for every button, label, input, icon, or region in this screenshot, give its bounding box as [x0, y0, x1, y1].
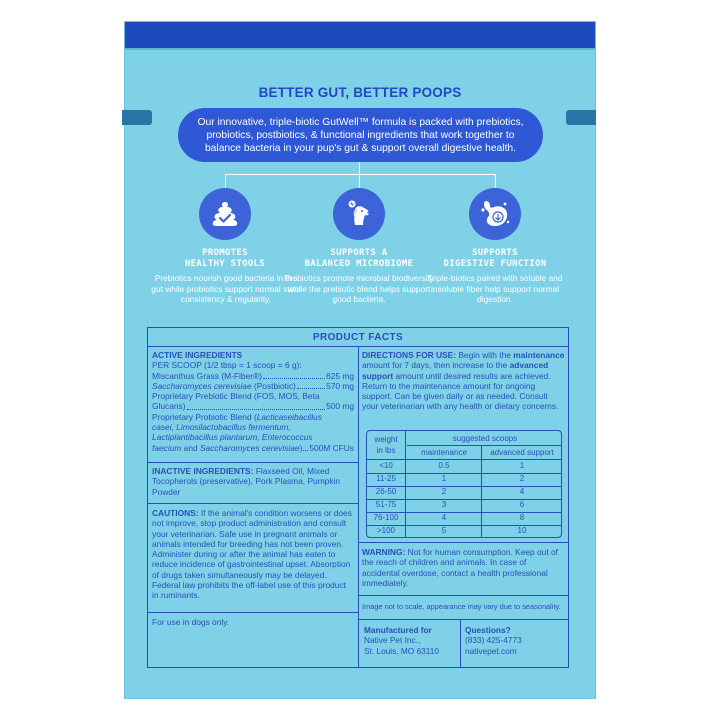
- table-cell: 1: [441, 474, 447, 483]
- table-cell: <10: [379, 461, 393, 470]
- maintenance-header: maintenance: [421, 448, 467, 457]
- intro-text: Our innovative, triple-biotic GutWell™ formula is packed with prebiotics, probiotics, postbiotics, & functional ingredients that work together to balance bacteria in your pup's gut & support overall digestive health.: [197, 116, 524, 154]
- intro-banner: [178, 108, 543, 162]
- benefit-desc-microbiome: Probiotics promote microbial biodiversity while the prebiotic blend helps support good bacteria.: [284, 273, 434, 304]
- table-cell: >100: [376, 526, 396, 535]
- dogs-only-note: For use in dogs only.: [152, 617, 230, 627]
- inactive-ingredients-block: [152, 466, 354, 497]
- bag-clip-right: [566, 110, 596, 125]
- bag-clip-left: [122, 110, 152, 125]
- table-cell: 0.5: [438, 461, 450, 470]
- per-scoop-line: PER SCOOP (1/2 tbsp = 1 scoop = 6 g):: [152, 360, 302, 371]
- table-cell: 11-25: [376, 474, 396, 483]
- bag-seam: [125, 48, 595, 50]
- ingredient-row: casei, Limosilactobacillus fermentum,: [152, 422, 291, 433]
- benefit-title-digestive: SUPPORTS DIGESTIVE FUNCTION: [443, 248, 547, 269]
- manufacturer-block: Manufactured for Native Pet Inc., St. Louis, MO 63110: [364, 625, 440, 656]
- table-cell: 5: [441, 526, 447, 535]
- active-ingredients-heading: ACTIVE INGREDIENTS: [152, 350, 243, 360]
- warning-block: [362, 547, 566, 588]
- connector-bar: [225, 174, 496, 175]
- questions-block: Questions? (833) 425-4773 nativepet.com: [465, 625, 522, 656]
- right-rule-3: [359, 619, 569, 620]
- table-rule: [367, 459, 562, 460]
- warning-heading: WARNING:: [362, 547, 406, 557]
- ingredient-row: Proprietary Prebiotic Blend (FOS, MOS, Beta: [152, 391, 320, 402]
- table-cell: 26-50: [375, 487, 397, 496]
- left-rule-1: [148, 462, 358, 463]
- directions-block: DIRECTIONS FOR USE: Begin with the maintenance amount for 7 days, then increase to the advanced support amount until desired results are achieved. Return to the maintenance amount for ongoing support. Can be given daily or as needed. Consult your veterinarian with any health or dietary concerns.: [362, 350, 565, 412]
- table-cell: 2: [519, 474, 525, 483]
- table-vrule: [481, 445, 482, 538]
- suggested-scoops-header: suggested scoops: [452, 434, 518, 443]
- benefit-circle-stools: [199, 188, 251, 240]
- benefit-circle-digestive: [469, 188, 521, 240]
- active-ingredients-block: [152, 350, 354, 453]
- connector-right: [495, 174, 496, 188]
- scoop-table: [366, 430, 562, 538]
- table-cell: 10: [517, 526, 527, 535]
- connector-stem: [359, 162, 360, 174]
- benefit-title-stools: PROMOTES HEALTHY STOOLS: [184, 248, 266, 269]
- inactive-ingredients-text: Flaxseed Oil, Mixed Tocopherols (preservative), Pork Plasma, Pumpkin Powder: [152, 466, 341, 497]
- headline: BETTER GUT, BETTER POOPS: [258, 85, 462, 100]
- disclaimer: Image not to scale, appearance may vary due to seasonality.: [362, 602, 561, 611]
- bag-top-band: [125, 22, 595, 48]
- poop-icon: [208, 199, 242, 229]
- cautions-block: [152, 508, 354, 601]
- ingredient-row: Lactiplantibacillus plantarum, Enterococcus: [152, 432, 313, 443]
- left-rule-2: [148, 503, 358, 504]
- right-rule-1: [359, 542, 569, 543]
- ingredient-row: Saccharomyces cerevisiae (Postbiotic) 570 mg: [152, 380, 354, 391]
- table-vrule: [405, 431, 406, 538]
- warning-text: Not for human consumption. Keep out of the reach of children and animals. In case of accidental overdose, contact a health professional immediately.: [362, 547, 558, 588]
- table-cell: 2: [441, 487, 447, 496]
- table-cell: 4: [519, 487, 525, 496]
- mfg-divider: [460, 619, 461, 668]
- connector-left: [225, 174, 226, 188]
- ingredient-row: faecium and Saccharomyces cerevisiae) 500M CFUs: [152, 442, 354, 453]
- benefit-circle-microbiome: [333, 188, 385, 240]
- ingredient-row: Miscanthus Grass (M-Fiber®) 625 mg: [152, 370, 354, 381]
- inactive-ingredients-heading: INACTIVE INGREDIENTS:: [152, 466, 254, 476]
- table-cell: 1: [519, 461, 525, 470]
- ingredient-row: Proprietary Probiotic Blend (Lacticaseibacillus: [152, 411, 322, 422]
- stomach-icon: [477, 196, 513, 232]
- benefit-desc-stools: Prebiotics nourish good bacteria in the gut while probiotics support normal stool consistency & regularity.: [151, 273, 301, 304]
- table-cell: 76-100: [373, 513, 399, 522]
- right-rule-2: [359, 595, 569, 596]
- cautions-text: If the animal's condition worsens or does not improve, stop product administration and consult your veterinarian. Safe use in pregnant animals or animals intended for breeding has not been proven. Administer during or after the animal has eaten to reduce incidence of gastrointestinal upset. Absorption of drugs taken simultaneously may be delayed. Federal law prohibits the off-label use of this product in ruminants.: [152, 508, 352, 601]
- table-rule: [407, 445, 562, 446]
- table-cell: 3: [441, 500, 447, 509]
- left-rule-3: [148, 612, 358, 613]
- product-facts-panel: [147, 327, 569, 668]
- table-cell: 51-75: [375, 500, 397, 509]
- benefit-desc-digestive: Triple-biotics paired with soluble and insoluble fiber help support normal digestion.: [427, 273, 563, 304]
- table-cell: 4: [441, 513, 447, 522]
- dog-icon: [341, 196, 377, 232]
- advanced-header: advanced support: [490, 448, 554, 457]
- cautions-heading: CAUTIONS:: [152, 508, 199, 518]
- table-cell: 8: [519, 513, 525, 522]
- table-cell: 6: [519, 500, 525, 509]
- weight-header: weight in lbs: [374, 435, 398, 455]
- ingredient-row: Glucans) 500 mg: [152, 401, 354, 412]
- benefit-title-microbiome: SUPPORTS A BALANCED MICROBIOME: [304, 248, 414, 269]
- product-facts-title: PRODUCT FACTS: [312, 332, 404, 343]
- connector-mid: [359, 174, 360, 188]
